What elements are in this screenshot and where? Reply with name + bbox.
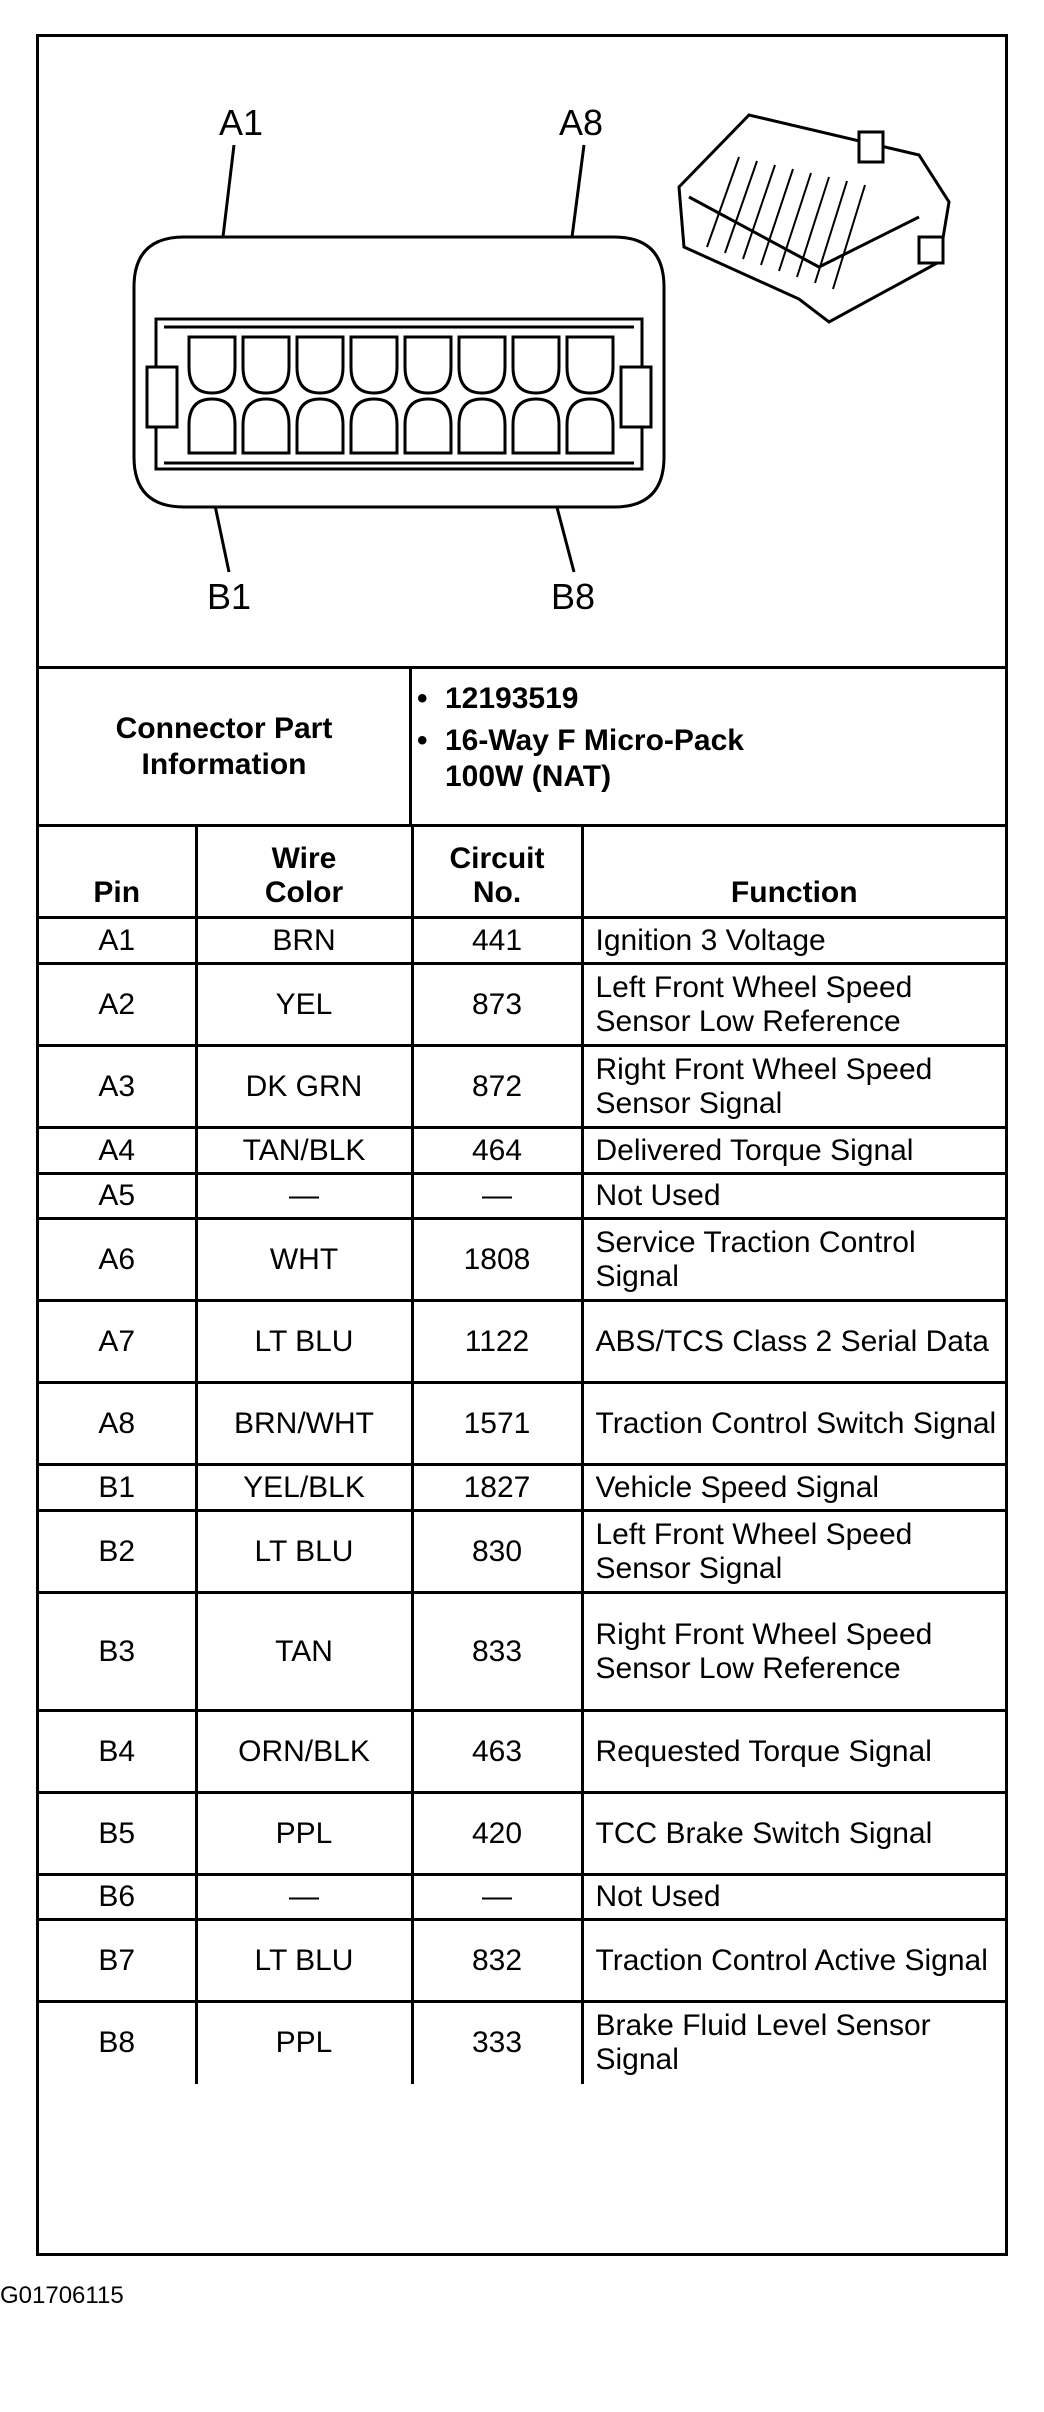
pin-cell: A7 [39,1301,196,1383]
table-row [39,1875,1005,1920]
wire-color-cell: YEL/BLK [196,1465,412,1511]
pin-cell: B6 [39,1875,196,1920]
pin-cell: B4 [39,1711,196,1793]
circuit-no-cell: 1808 [412,1219,582,1301]
wire-color-cell: — [196,1875,412,1920]
cavity-row-b [243,399,289,453]
header-pin: Pin [39,827,196,918]
pin-cell: B5 [39,1793,196,1875]
connector-face-drawing [39,37,1005,669]
circuit-no-cell: 830 [412,1511,582,1593]
table-row [39,1511,1005,1593]
connector-info-label: Connector Part Information [39,669,412,824]
wire-color-cell: — [196,1174,412,1219]
function-cell: ABS/TCS Class 2 Serial Data [582,1301,1005,1383]
pin-cell: B7 [39,1920,196,2002]
connector-info-list [417,681,744,801]
label-b1: B1 [207,576,252,617]
table-row [39,1046,1005,1128]
wire-color-cell: LT BLU [196,1920,412,2002]
table-row [39,1301,1005,1383]
circuit-no-cell: 1571 [412,1383,582,1465]
cavity-row-a [351,337,397,393]
circuit-no-cell: 833 [412,1593,582,1711]
label-b8: B8 [551,576,596,617]
circuit-no-cell: 872 [412,1046,582,1128]
pin-cell: A6 [39,1219,196,1301]
header-circuit-no: Circuit No. [412,827,582,918]
cavity-row-b [351,399,397,453]
wire-color-cell: WHT [196,1219,412,1301]
label-a8: A8 [559,102,604,143]
wire-color-cell: DK GRN [196,1046,412,1128]
table-row [39,964,1005,1046]
pin-cell: A1 [39,918,196,964]
circuit-no-cell: — [412,1174,582,1219]
wire-color-cell: PPL [196,2002,412,2084]
pin-cell: A5 [39,1174,196,1219]
cavity-row-a [297,337,343,393]
function-cell: Right Front Wheel Speed Sensor Signal [582,1046,1005,1128]
circuit-no-cell: 1827 [412,1465,582,1511]
wire-color-cell: TAN [196,1593,412,1711]
function-cell: Not Used [582,1875,1005,1920]
pin-cell: B2 [39,1511,196,1593]
function-cell: Delivered Torque Signal [582,1128,1005,1174]
pin-cell: B3 [39,1593,196,1711]
pin-cell: A8 [39,1383,196,1465]
circuit-no-cell: 873 [412,964,582,1046]
cavity-row-a [405,337,451,393]
wire-color-cell: BRN [196,918,412,964]
cavity-row-b [513,399,559,453]
function-cell: Ignition 3 Voltage [582,918,1005,964]
table-row [39,1711,1005,1793]
label-a1: A1 [219,102,264,143]
header-function: Function [582,827,1005,918]
cavity-row-b [405,399,451,453]
table-row [39,1219,1005,1301]
pin-cell: A3 [39,1046,196,1128]
circuit-no-cell: — [412,1875,582,1920]
function-cell: Traction Control Switch Signal [582,1383,1005,1465]
wire-color-cell: BRN/WHT [196,1383,412,1465]
circuit-no-cell: 463 [412,1711,582,1793]
table-row [39,1593,1005,1711]
pin-cell: B8 [39,2002,196,2084]
function-cell: Right Front Wheel Speed Sensor Low Reference [582,1593,1005,1711]
pin-cell: A2 [39,964,196,1046]
pin-cell: A4 [39,1128,196,1174]
table-row [39,2002,1005,2084]
function-cell: TCC Brake Switch Signal [582,1793,1005,1875]
connector-part-number: • 12193519 [417,681,744,717]
cavity-row-a [567,337,613,393]
figure-id: G01706115 [0,2282,124,2309]
table-row [39,1174,1005,1219]
cavity-row-a [513,337,559,393]
header-wire-color: Wire Color [196,827,412,918]
circuit-no-cell: 464 [412,1128,582,1174]
circuit-no-cell: 832 [412,1920,582,2002]
connector-isometric-view [679,115,949,322]
table-row [39,1793,1005,1875]
cavity-row-b [297,399,343,453]
wire-color-cell: LT BLU [196,1511,412,1593]
connector-info-row [39,669,1005,827]
cavity-row-b [567,399,613,453]
circuit-no-cell: 441 [412,918,582,964]
function-cell: Traction Control Active Signal [582,1920,1005,2002]
function-cell: Left Front Wheel Speed Sensor Low Reference [582,964,1005,1046]
wire-color-cell: ORN/BLK [196,1711,412,1793]
table-row [39,1128,1005,1174]
table-row [39,1383,1005,1465]
cavity-row-a [459,337,505,393]
function-cell: Service Traction Control Signal [582,1219,1005,1301]
table-row [39,1465,1005,1511]
table-row [39,1920,1005,2002]
function-cell: Left Front Wheel Speed Sensor Signal [582,1511,1005,1593]
connector-diagram [39,37,1005,669]
cavity-row-a [243,337,289,393]
circuit-no-cell: 333 [412,2002,582,2084]
table-row [39,918,1005,964]
connector-description: • 16-Way F Micro-Pack 100W (NAT) [417,723,744,795]
cavity-row-b [189,399,235,453]
function-cell: Vehicle Speed Signal [582,1465,1005,1511]
circuit-no-cell: 420 [412,1793,582,1875]
circuit-no-cell: 1122 [412,1301,582,1383]
wire-color-cell: YEL [196,964,412,1046]
pin-cell: B1 [39,1465,196,1511]
function-cell: Not Used [582,1174,1005,1219]
function-cell: Requested Torque Signal [582,1711,1005,1793]
pinout-header-row [39,827,1005,918]
wire-color-cell: TAN/BLK [196,1128,412,1174]
wire-color-cell: LT BLU [196,1301,412,1383]
pinout-frame [36,34,1008,2256]
function-cell: Brake Fluid Level Sensor Signal [582,2002,1005,2084]
pinout-table [39,827,1005,2084]
cavity-row-b [459,399,505,453]
cavity-row-a [189,337,235,393]
wire-color-cell: PPL [196,1793,412,1875]
